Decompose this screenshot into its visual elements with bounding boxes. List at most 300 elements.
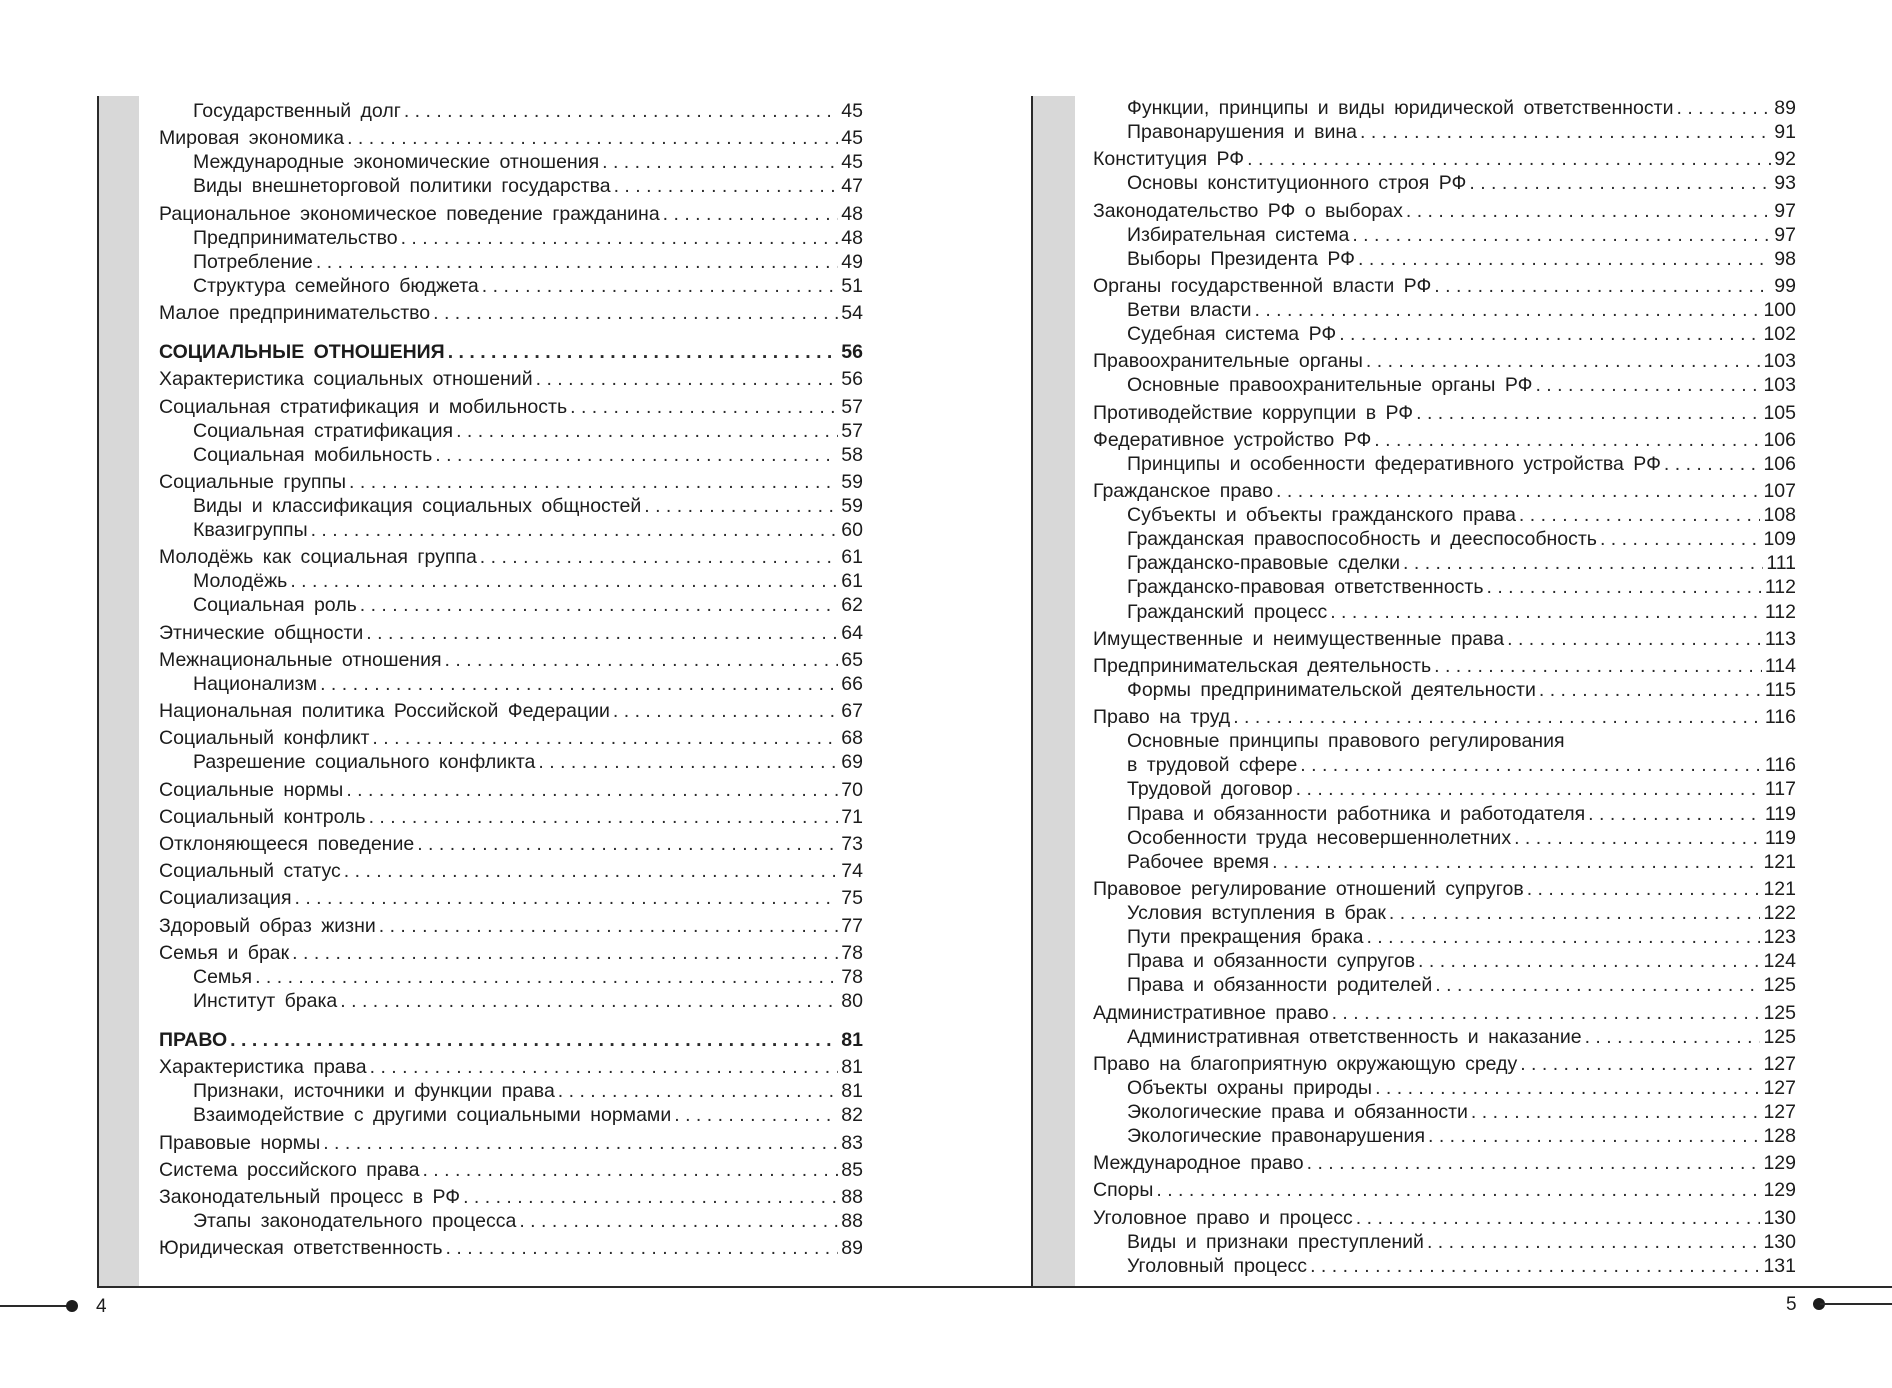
toc-entry-page: 129: [1763, 1179, 1796, 1202]
toc-entry-title: Гражданское право: [1093, 480, 1274, 503]
toc-entry: [1093, 298, 1796, 322]
toc-entry-title: Государственный долг: [193, 100, 401, 122]
toc-entry-page: 112: [1764, 600, 1796, 623]
toc-entry-title: Молодёжь как социальная группа: [159, 546, 477, 569]
toc-entry-page: 60: [841, 519, 863, 542]
toc-dot-leader: [320, 672, 838, 696]
toc-entry-title: Этнические общности: [159, 621, 364, 644]
toc-entry-page: 82: [841, 1104, 863, 1127]
toc-entry: [159, 699, 863, 723]
toc-entry-page: 130: [1763, 1230, 1796, 1253]
left-footer-bullet-icon: [66, 1300, 78, 1312]
toc-entry: [1093, 678, 1796, 702]
toc-entry-page: 93: [1774, 172, 1796, 195]
toc-entry: [1093, 1254, 1796, 1278]
toc-entry-page: 85: [841, 1158, 863, 1181]
toc-entry: [1093, 274, 1796, 298]
toc-entry-title: Виды и признаки преступлений: [1127, 1230, 1424, 1253]
toc-entry: [1093, 777, 1796, 801]
toc-entry-title: Правонарушения и вина: [1127, 121, 1357, 144]
toc-dot-leader: [614, 174, 838, 198]
toc-entry-page: 45: [841, 127, 863, 150]
toc-dot-leader: [1332, 1001, 1761, 1025]
toc-entry-title: Мировая экономика: [159, 127, 345, 150]
toc-entry-title: в трудовой сфере: [1127, 754, 1298, 777]
toc-dot-leader: [366, 621, 838, 645]
toc-entry-title: Функции, принципы и виды юридической ответственности: [1127, 97, 1674, 119]
toc-entry: [1093, 973, 1796, 997]
toc-entry-page: 122: [1763, 902, 1796, 925]
toc-entry: [1093, 949, 1796, 973]
toc-dot-leader: [519, 1209, 838, 1233]
toc-entry: [159, 443, 863, 467]
toc-entry-page: 117: [1764, 778, 1796, 801]
toc-entry-page: 100: [1763, 299, 1796, 322]
toc-entry-page: 71: [841, 805, 863, 828]
toc-entry: [1093, 503, 1796, 527]
toc-dot-leader: [316, 250, 838, 274]
toc-entry-title: ПРАВО: [159, 1028, 228, 1051]
toc-entry-page: 47: [841, 175, 863, 198]
toc-entry-title: Органы государственной власти РФ: [1093, 274, 1432, 297]
toc-dot-leader: [674, 1103, 838, 1127]
toc-entry-page: 88: [841, 1210, 863, 1232]
toc-entry: [1093, 120, 1796, 144]
toc-entry-title: Судебная система РФ: [1127, 323, 1337, 346]
toc-entry-title: Условия вступления в брак: [1127, 902, 1386, 925]
toc-entry-title: Социальные нормы: [159, 778, 344, 801]
toc-dot-leader: [417, 832, 838, 856]
toc-entry: [1093, 826, 1796, 850]
toc-entry: [1093, 373, 1796, 397]
toc-dot-leader: [1435, 973, 1760, 997]
toc-entry: [159, 301, 863, 325]
toc-entry-page: 127: [1763, 1076, 1796, 1099]
toc-entry: [1093, 1076, 1796, 1100]
toc-dot-leader: [644, 494, 838, 518]
toc-dot-leader: [1520, 1052, 1760, 1076]
toc-dot-leader: [1366, 925, 1760, 949]
toc-entry-title: Основы конституционного строя РФ: [1127, 172, 1467, 195]
toc-entry-page: 64: [841, 621, 863, 644]
toc-dot-leader: [1428, 1124, 1760, 1148]
toc-entry-page: 119: [1764, 826, 1796, 849]
toc-entry-page: 97: [1774, 223, 1796, 246]
toc-dot-leader: [433, 301, 838, 325]
toc-dot-leader: [1374, 428, 1760, 452]
toc-entry-page: 69: [841, 751, 863, 774]
toc-entry-page: 74: [841, 860, 863, 883]
toc-dot-leader: [255, 965, 838, 989]
toc-entry-title: Выборы Президента РФ: [1127, 247, 1356, 270]
toc-entry-page: 78: [841, 941, 863, 964]
toc-entry-page: 121: [1763, 877, 1796, 900]
toc-dot-leader: [1535, 373, 1760, 397]
toc-entry: [159, 202, 863, 226]
toc-entry-title: Семья: [193, 965, 253, 988]
toc-dot-leader: [1427, 1230, 1761, 1254]
toc-entry-title: Принципы и особенности федеративного устройства РФ: [1127, 452, 1661, 475]
toc-entry: [1093, 1206, 1796, 1230]
toc-dot-leader: [570, 395, 838, 419]
toc-dot-leader: [448, 340, 838, 364]
toc-entry: [159, 1236, 863, 1260]
page-bottom-rule: [97, 1286, 1892, 1288]
toc-entry-page: 106: [1763, 428, 1796, 451]
toc-entry-title: Взаимодействие с другими социальными нормами: [193, 1104, 672, 1127]
toc-entry-title: Характеристика социальных отношений: [159, 368, 533, 391]
toc-entry-page: 106: [1763, 452, 1796, 475]
toc-dot-leader: [463, 1185, 838, 1209]
toc-entry-page: 111: [1766, 552, 1796, 575]
toc-entry-title: Административная ответственность и наказание: [1127, 1025, 1582, 1048]
toc-dot-leader: [311, 518, 838, 542]
left-footer-line: [0, 1305, 70, 1307]
toc-entry-title: Права и обязанности супругов: [1127, 950, 1416, 973]
toc-dot-leader: [370, 1055, 838, 1079]
toc-entry-title: Гражданский процесс: [1127, 600, 1328, 623]
toc-entry-page: 129: [1763, 1152, 1796, 1175]
toc-dot-leader: [1307, 1151, 1761, 1175]
toc-entry-page: 103: [1763, 350, 1796, 373]
toc-entry-title: Социальная стратификация и мобильность: [159, 395, 568, 418]
toc-entry: [159, 859, 863, 883]
toc-entry-page: 88: [841, 1185, 863, 1208]
toc-entry-title: Предпринимательство: [193, 226, 398, 249]
toc-section-heading: [159, 1028, 863, 1052]
toc-entry-page: 83: [841, 1131, 863, 1154]
toc-dot-leader: [1434, 654, 1762, 678]
toc-entry-page: 102: [1763, 323, 1796, 346]
toc-entry-title: Национальная политика Российской Федерации: [159, 700, 610, 723]
toc-entry: [1093, 322, 1796, 346]
toc-entry-title: Разрешение социального конфликта: [193, 751, 536, 774]
toc-entry-page: 77: [841, 914, 863, 937]
toc-dot-leader: [1434, 274, 1771, 298]
toc-dot-leader: [340, 989, 838, 1013]
toc-entry-page: 97: [1774, 199, 1796, 222]
toc-entry-title: Избирательная система: [1127, 223, 1350, 246]
toc-entry: [159, 1209, 863, 1233]
right-footer-line: [1820, 1303, 1892, 1305]
toc-dot-leader: [482, 274, 838, 298]
toc-entry-page: 66: [841, 672, 863, 695]
toc-entry: [159, 99, 863, 123]
toc-entry-page: 105: [1763, 401, 1796, 424]
toc-entry-page: 131: [1763, 1254, 1796, 1277]
toc-entry-title: Уголовное право и процесс: [1093, 1206, 1353, 1229]
toc-entry-page: 59: [841, 470, 863, 493]
toc-entry-title: Институт брака: [193, 989, 338, 1012]
toc-entry: [1093, 575, 1796, 599]
toc-entry-title: Структура семейного бюджета: [193, 274, 479, 297]
toc-dot-leader: [1507, 627, 1762, 651]
toc-entry-page: 67: [841, 700, 863, 723]
toc-entry-title: Предпринимательская деятельность: [1093, 654, 1432, 677]
toc-entry-page: 98: [1774, 247, 1796, 270]
toc-dot-leader: [1389, 901, 1761, 925]
toc-entry-title: Социальный статус: [159, 860, 341, 883]
toc-dot-leader: [456, 419, 838, 443]
toc-entry-title: Гражданско-правовая ответственность: [1127, 576, 1484, 599]
toc-entry-title: Законодательный процесс в РФ: [159, 1185, 461, 1208]
toc-entry-title: Малое предпринимательство: [159, 302, 431, 325]
toc-entry: [1093, 428, 1796, 452]
toc-dot-leader: [422, 1158, 838, 1182]
toc-entry-title: Потребление: [193, 250, 313, 273]
toc-entry-page: 124: [1763, 950, 1796, 973]
toc-entry-page: 128: [1763, 1125, 1796, 1148]
toc-dot-leader: [1416, 401, 1760, 425]
toc-entry: [1093, 551, 1796, 575]
toc-entry: [159, 150, 863, 174]
toc-entry-page: 62: [841, 594, 863, 617]
toc-entry-title: Основные принципы правового регулирования: [1127, 730, 1565, 753]
toc-dot-leader: [347, 126, 838, 150]
toc-entry-title: Рациональное экономическое поведение гражданина: [159, 202, 660, 225]
toc-entry-title: Семья и брак: [159, 941, 290, 964]
toc-entry-title: Права и обязанности родителей: [1127, 974, 1433, 997]
toc-entry-title: Права и обязанности работника и работодателя: [1127, 802, 1586, 825]
toc-entry-page: 99: [1774, 274, 1796, 297]
toc-dot-leader: [1255, 298, 1761, 322]
toc-entry: [159, 965, 863, 989]
toc-dot-leader: [1469, 171, 1771, 195]
toc-dot-leader: [1585, 1025, 1761, 1049]
toc-entry-title: Имущественные и неимущественные права: [1093, 627, 1505, 650]
toc-dot-leader: [1156, 1178, 1760, 1202]
toc-entry-title: Национализм: [193, 672, 318, 695]
toc-entry-title: Молодёжь: [193, 570, 288, 593]
right-page-gray-margin: [1033, 96, 1075, 1286]
toc-entry-page: 127: [1763, 1052, 1796, 1075]
toc-entry-title: Административное право: [1093, 1001, 1329, 1024]
toc-dot-leader: [1471, 1100, 1761, 1124]
toc-dot-leader: [1418, 949, 1760, 973]
toc-entry: [1093, 627, 1796, 651]
toc-entry: [1093, 401, 1796, 425]
toc-entry: [1093, 1100, 1796, 1124]
toc-entry-page: 57: [841, 419, 863, 442]
toc-entry: [159, 726, 863, 750]
toc-dot-leader: [404, 99, 838, 123]
toc-entry: [159, 941, 863, 965]
right-page-margin-line: [1031, 96, 1033, 1286]
toc-entry-title: Право на труд: [1093, 706, 1231, 729]
toc-entry-page: 114: [1764, 654, 1796, 677]
toc-dot-leader: [1300, 753, 1762, 777]
toc-dot-leader: [536, 367, 838, 391]
toc-entry-title: Противодействие коррупции в РФ: [1093, 401, 1414, 424]
toc-entry: [159, 805, 863, 829]
toc-dot-leader: [1272, 850, 1760, 874]
toc-entry: [159, 419, 863, 443]
toc-entry-page: 125: [1763, 1001, 1796, 1024]
toc-dot-leader: [1366, 349, 1761, 373]
toc-entry-title: Конституция РФ: [1093, 148, 1245, 171]
toc-entry-page: 109: [1763, 528, 1796, 551]
toc-entry-title: Федеративное устройство РФ: [1093, 428, 1372, 451]
toc-entry-title: СОЦИАЛЬНЫЕ ОТНОШЕНИЯ: [159, 341, 445, 364]
toc-dot-leader: [1375, 1076, 1760, 1100]
toc-entry-page: 121: [1763, 850, 1796, 873]
toc-entry: [1093, 925, 1796, 949]
toc-entry-page: 54: [841, 302, 863, 325]
toc-entry: [1093, 600, 1796, 624]
toc-entry-page: 57: [841, 395, 863, 418]
toc-dot-leader: [1514, 826, 1762, 850]
toc-entry-page: 91: [1774, 121, 1796, 144]
toc-entry: [1093, 729, 1796, 753]
toc-entry: [159, 914, 863, 938]
toc-entry-page: 61: [841, 546, 863, 569]
toc-entry: [1093, 850, 1796, 874]
toc-entry-page: 78: [841, 965, 863, 988]
toc-entry-page: 68: [841, 727, 863, 750]
toc-entry: [159, 126, 863, 150]
toc-entry-title: Гражданско-правовые сделки: [1127, 552, 1401, 575]
toc-entry-page: 45: [841, 151, 863, 174]
toc-entry-title: Правовое регулирование отношений супругов: [1093, 877, 1524, 900]
toc-entry: [1093, 1124, 1796, 1148]
left-page-gray-margin: [97, 96, 139, 1286]
toc-entry: [1093, 1001, 1796, 1025]
toc-entry-page: 56: [841, 341, 863, 364]
toc-dot-leader: [1330, 600, 1762, 624]
toc-entry: [159, 518, 863, 542]
toc-dot-leader: [379, 914, 838, 938]
toc-dot-leader: [480, 545, 838, 569]
toc-entry-page: 48: [841, 226, 863, 249]
toc-dot-leader: [558, 1079, 838, 1103]
toc-entry-page: 73: [841, 832, 863, 855]
toc-entry-title: Виды и классификация социальных общностей: [193, 494, 642, 517]
toc-dot-leader: [372, 726, 838, 750]
toc-dot-leader: [230, 1028, 838, 1052]
toc-entry: [159, 569, 863, 593]
toc-entry: [1093, 1230, 1796, 1254]
toc-dot-leader: [1664, 452, 1761, 476]
toc-entry: [159, 1055, 863, 1079]
toc-entry-page: 45: [841, 100, 863, 122]
toc-entry-title: Основные правоохранительные органы РФ: [1127, 374, 1533, 397]
toc-dot-leader: [435, 443, 838, 467]
toc-entry: [1093, 1052, 1796, 1076]
toc-dot-leader: [1310, 1254, 1760, 1278]
toc-entry-title: Споры: [1093, 1179, 1154, 1202]
toc-entry-page: 56: [841, 368, 863, 391]
toc-entry-title: Квазигруппы: [193, 519, 308, 542]
toc-entry: [159, 395, 863, 419]
toc-dot-leader: [360, 593, 838, 617]
toc-entry-page: 75: [841, 887, 863, 910]
toc-dot-leader: [401, 226, 838, 250]
toc-dot-leader: [1233, 705, 1762, 729]
toc-entry-title: Социальный контроль: [159, 805, 366, 828]
toc-entry: [159, 226, 863, 250]
toc-entry-title: Социальная мобильность: [193, 443, 433, 466]
toc-entry-title: Социальные группы: [159, 470, 347, 493]
toc-entry-title: Социализация: [159, 887, 292, 910]
toc-dot-leader: [663, 202, 838, 226]
toc-entry-page: 103: [1763, 374, 1796, 397]
toc-entry: [159, 545, 863, 569]
toc-entry-page: 81: [841, 1028, 863, 1051]
toc-entry: [159, 1158, 863, 1182]
left-page-margin-line: [97, 96, 99, 1286]
toc-dot-leader: [1360, 120, 1771, 144]
toc-dot-leader: [613, 699, 838, 723]
toc-entry: [1093, 654, 1796, 678]
toc-entry-page: 107: [1763, 480, 1796, 503]
toc-entry-title: Социальный конфликт: [159, 727, 370, 750]
toc-entry-title: Формы предпринимательской деятельности: [1127, 679, 1536, 701]
toc-section-heading: [159, 340, 863, 364]
toc-entry-page: 81: [841, 1056, 863, 1079]
toc-entry: [159, 672, 863, 696]
toc-entry: [1093, 877, 1796, 901]
toc-entry-page: 59: [841, 494, 863, 517]
toc-entry: [1093, 901, 1796, 925]
toc-entry-page: 80: [841, 989, 863, 1012]
toc-dot-leader: [1406, 199, 1771, 223]
toc-entry: [1093, 199, 1796, 223]
toc-entry-title: Система российского права: [159, 1158, 420, 1181]
toc-entry: [159, 470, 863, 494]
toc-dot-leader: [369, 805, 838, 829]
toc-entry-title: Межнациональные отношения: [159, 648, 442, 671]
toc-entry-page: 108: [1763, 504, 1796, 527]
toc-entry: [159, 1103, 863, 1127]
toc-entry-title: Трудовой договор: [1127, 778, 1293, 801]
toc-entry-title: Гражданская правоспособность и дееспособность: [1127, 528, 1597, 551]
toc-dot-leader: [1519, 503, 1761, 527]
toc-dot-leader: [295, 886, 838, 910]
toc-entry-title: Международные экономические отношения: [193, 151, 600, 174]
toc-entry-page: 49: [841, 250, 863, 273]
toc-entry-page: 61: [841, 570, 863, 593]
toc-entry-title: Особенности труда несовершеннолетних: [1127, 826, 1512, 849]
toc-entry: [1093, 147, 1796, 171]
toc-dot-leader: [1358, 247, 1771, 271]
toc-entry: [159, 174, 863, 198]
toc-entry: [1093, 171, 1796, 195]
toc-entry-page: 127: [1763, 1100, 1796, 1123]
toc-entry: [159, 494, 863, 518]
toc-entry: [1093, 705, 1796, 729]
toc-entry: [1093, 479, 1796, 503]
toc-entry: [159, 250, 863, 274]
toc-dot-leader: [1247, 147, 1771, 171]
toc-dot-leader: [292, 941, 838, 965]
toc-entry-page: 89: [841, 1237, 863, 1260]
toc-entry-page: 48: [841, 202, 863, 225]
toc-entry: [159, 593, 863, 617]
toc-entry-title: Право на благоприятную окружающую среду: [1093, 1052, 1518, 1075]
toc-dot-leader: [1487, 575, 1762, 599]
toc-dot-leader: [1296, 777, 1762, 801]
toc-entry: [159, 274, 863, 298]
toc-entry-title: Пути прекращения брака: [1127, 926, 1364, 949]
toc-entry-page: 115: [1764, 679, 1796, 701]
toc-entry-page: 70: [841, 778, 863, 801]
toc-entry-page: 125: [1763, 1025, 1796, 1048]
toc-entry-title: Субъекты и объекты гражданского права: [1127, 504, 1516, 527]
toc-dot-leader: [446, 1236, 838, 1260]
toc-entry: [159, 832, 863, 856]
toc-entry: [1093, 247, 1796, 271]
toc-entry-title: Ветви власти: [1127, 299, 1252, 322]
